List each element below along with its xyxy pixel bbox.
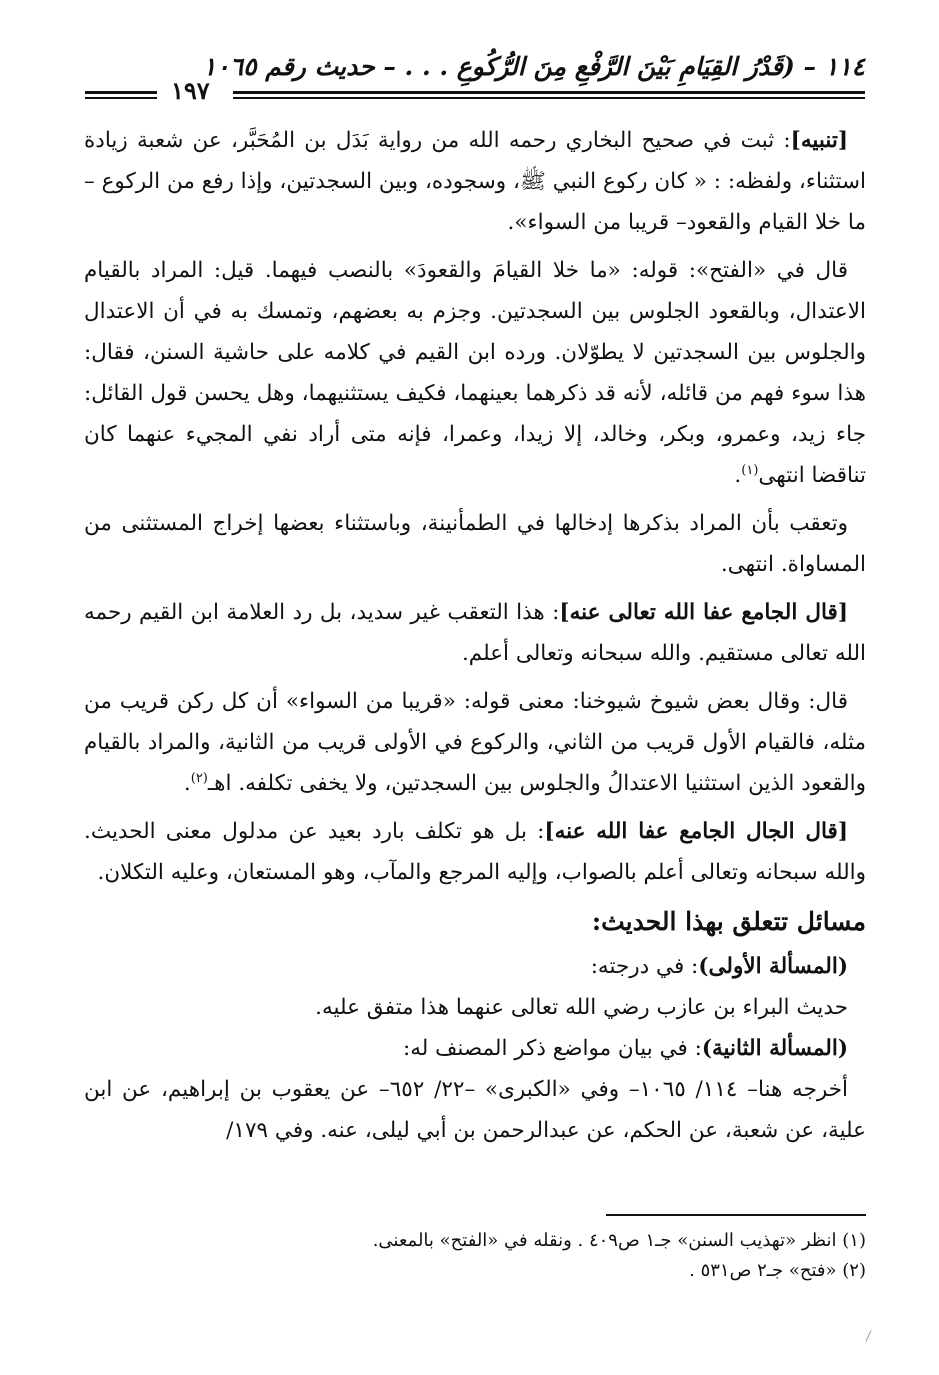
issue-title: : في درجته: xyxy=(590,954,699,979)
paragraph-lead: [قال الجال الجامع عفا الله عنه] xyxy=(544,819,848,844)
header-rule xyxy=(233,97,865,99)
issue-heading xyxy=(84,1028,866,1069)
paragraph-text: : ثبت في صحيح البخاري رحمه الله من رواية بَدَل بن المُحَبَّر، عن شعبة زيادة استثناء، ولفظه: : « كان ركوع النبي ﷺ، وسجوده، وبين السجدتين، وإذا رفع من الركوع –ما خلا القيام والقعود– قريبا من السواء». xyxy=(84,128,866,235)
footnote-ref[interactable]: (١) xyxy=(741,462,759,478)
issue-label: (المسألة الأولى) xyxy=(698,954,848,979)
paragraph-text: قال: وقال بعض شيوخ شيوخنا: معنى قوله: «قريبا من السواء» أن كل ركن قريب من مثله، فالقيام الأول قريب من الثاني، والركوع في الأولى قريب من الثانية، والمراد بالقيام والقعود الذين استثنيا الاعتدالُ والجلوس بين السجدتين، ولا يخفى تكلفه. اهـ xyxy=(84,689,866,796)
issue-body: حديث البراء بن عازب رضي الله تعالى عنهما هذا متفق عليه. xyxy=(315,995,848,1020)
scan-mark xyxy=(866,1330,872,1341)
paragraph-lead: [قال الجامع عفا الله تعالى عنه] xyxy=(559,600,848,625)
page-header xyxy=(85,52,865,104)
main-text xyxy=(84,120,866,1158)
footnote: (٢) «فتح» جـ٢ ص٥٣١ . xyxy=(689,1260,866,1281)
paragraph-tail: . xyxy=(734,463,742,488)
paragraph xyxy=(84,503,866,585)
footnote: (١) انظر «تهذيب السنن» جـ١ ص٤٠٩ . ونقله في «الفتح» بالمعنى. xyxy=(372,1230,866,1251)
paragraph xyxy=(84,250,866,496)
footnote-separator xyxy=(606,1214,866,1216)
issue-title: : في بيان مواضع ذكر المصنف له: xyxy=(402,1036,702,1061)
issue-body: أخرجه هنا– ١١٤/ ١٠٦٥– وفي «الكبرى» –٢٢/ ٦٥٢– عن يعقوب بن إبراهيم، عن ابن علية، عن شعبة، عن الحكم، عن عبدالرحمن بن أبي ليلى، عنه. وفي ١٧٩/ xyxy=(84,1077,866,1143)
header-rule xyxy=(85,91,157,94)
section-heading: مسائل تتعلق بهذا الحديث: xyxy=(591,907,866,936)
paragraph xyxy=(84,811,866,893)
issue-label: (المسألة الثانية) xyxy=(701,1036,848,1061)
paragraph-text: وتعقب بأن المراد بذكرها إدخالها في الطمأنينة، وباستثناء بعضها إخراج المستثنى من المساواة. انتهى. xyxy=(84,511,866,577)
paragraph-lead: [تنبيه] xyxy=(790,128,848,153)
running-title: ١١٤ – (قَدْرُ القِيَامِ بَيْنَ الرَّفْعِ مِنَ الرُّكُوعِ . . . – حديث رقم ١٠٦٥ xyxy=(202,52,865,81)
issue-heading xyxy=(84,946,866,987)
paragraph-text: قال في «الفتح»: قوله: «ما خلا القيامَ والقعودَ» بالنصب فيهما. قيل: المراد بالقيام الاعتدال، وبالقعود الجلوس بين السجدتين. وجزم به بعضهم، وتمسك به في أن الاعتدال والجلوس بين السجدتين لا يطوّلان. ورده ابن القيم في كلامه على حاشية السنن، فقال: هذا سوء فهم من قائله، لأنه قد ذكرهما بعينهما، فكيف يستثنيهما، وهل يحسن قول القائل: جاء زيد، وعمرو، وبكر، وخالد، إلا زيدا، وعمرا، فإنه متى أراد نفي المجيء عنهما كان تناقضا انتهى xyxy=(84,258,866,488)
paragraph xyxy=(84,681,866,804)
paragraph xyxy=(84,592,866,674)
header-rule xyxy=(233,91,865,94)
footnote-ref[interactable]: (٢) xyxy=(190,770,208,786)
footnotes xyxy=(300,1226,866,1286)
paragraph-text: : بل هو تكلف بارد بعيد عن مدلول معنى الحديث. والله سبحانه وتعالى أعلم بالصواب، وإليه المرجع والمآب، وهو المستعان، وعليه التكلان. xyxy=(84,819,866,885)
paragraph xyxy=(84,120,866,243)
paragraph-text: : هذا التعقب غير سديد، بل رد العلامة ابن القيم رحمه الله تعالى مستقيم. والله سبحانه وتعالى أعلم. xyxy=(84,600,866,666)
header-rule xyxy=(85,97,157,99)
page-number: ١٩٧ xyxy=(171,76,210,105)
paragraph-tail: . xyxy=(183,771,191,796)
